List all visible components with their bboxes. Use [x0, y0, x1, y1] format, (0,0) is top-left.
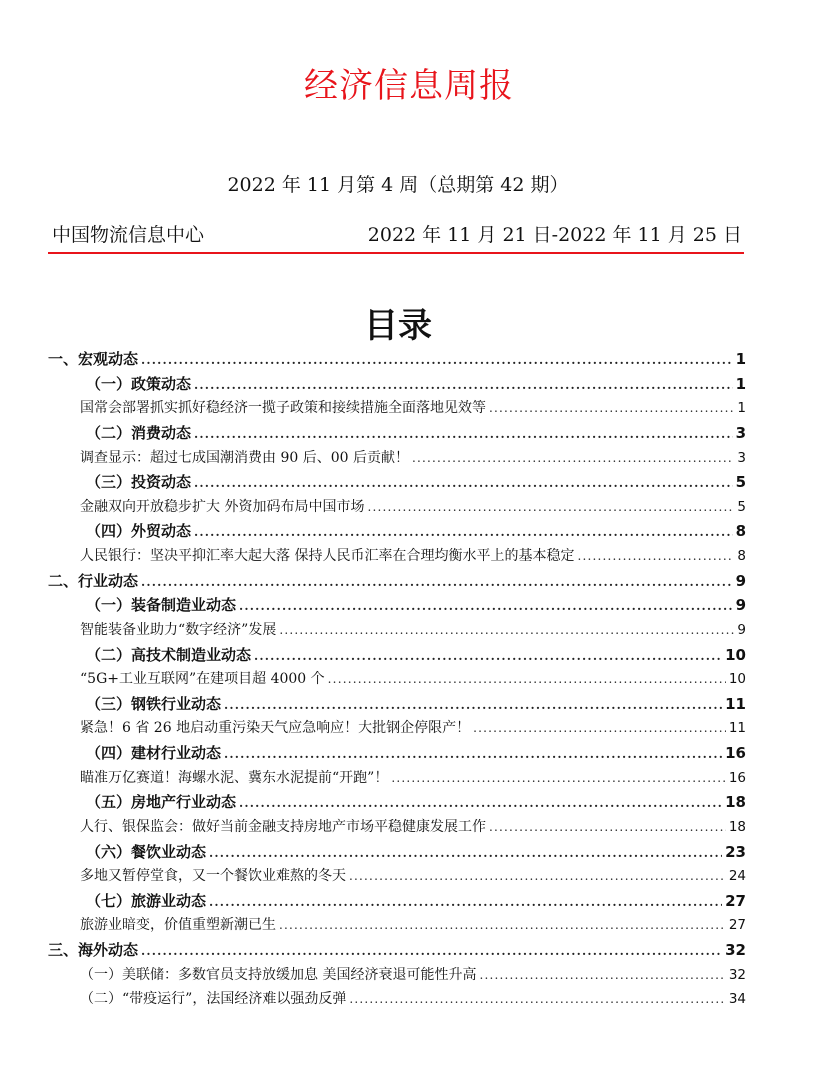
toc-entry-page: 3: [735, 423, 746, 442]
toc-entry[interactable]: [48, 421, 746, 446]
toc-entry-page: 23: [725, 842, 746, 861]
toc-entry-label: 人行、银保监会：做好当前金融支持房地产市场平稳健康发展工作: [80, 818, 486, 835]
toc-entry[interactable]: [48, 913, 746, 938]
toc-entry-label: （四）外贸动态: [86, 522, 192, 541]
dot-leader: [194, 422, 733, 446]
dot-leader: [141, 348, 733, 372]
dot-leader: [349, 864, 726, 889]
toc-entry-label: （二）“带疫运行”，法国经济难以强劲反弹: [80, 991, 347, 1008]
toc-entry-label: 金融双向开放稳步扩大 外资加码布局中国市场: [80, 498, 365, 515]
toc-entry[interactable]: [48, 470, 746, 495]
toc-entry-page: 11: [728, 720, 746, 737]
toc-entry-page: 32: [725, 941, 746, 959]
toc-entry[interactable]: [48, 372, 746, 397]
toc-entry-page: 1: [737, 400, 746, 417]
toc-entry-label: 紧急！6 省 26 地启动重污染天气应急响应！大批钢企停限产！: [80, 720, 471, 737]
toc-entry[interactable]: [48, 938, 746, 963]
dot-leader: [194, 471, 733, 495]
issue-number: 2022 年 11 月第 4 周（总期第 42 期）: [227, 174, 569, 196]
toc-entry-label: （三）投资动态: [86, 473, 192, 492]
dot-leader: [209, 841, 722, 865]
toc-entry-label: 国常会部署抓实抓好稳经济一揽子政策和接续措施全面落地见效等: [80, 400, 486, 417]
dot-leader: [279, 913, 726, 938]
toc-entry[interactable]: [48, 766, 746, 791]
toc-entry-label: （三）钢铁行业动态: [86, 694, 222, 713]
toc-entry-page: 1: [735, 374, 746, 393]
dot-leader: [224, 742, 722, 766]
toc-entry-label: 二、行业动态: [48, 571, 139, 590]
toc-entry-label: （一）政策动态: [86, 374, 192, 393]
toc-entry-page: 16: [725, 744, 746, 762]
toc-entry-label: （六）餐饮业动态: [86, 842, 207, 861]
dot-leader: [279, 618, 734, 643]
toc-entry[interactable]: [48, 741, 746, 766]
dot-leader: [349, 987, 725, 1012]
table-of-contents: [48, 347, 746, 1012]
toc-entry[interactable]: [48, 716, 746, 741]
toc-entry-label: （一）美联储：多数官员支持放缓加息 美国经济衰退可能性升高: [80, 966, 477, 983]
toc-entry-page: 27: [725, 891, 746, 910]
toc-entry-page: 1: [735, 350, 746, 368]
toc-entry-label: （五）房地产行业动态: [86, 793, 237, 812]
toc-entry[interactable]: [48, 643, 746, 668]
dot-leader: [489, 815, 726, 840]
dot-leader: [194, 520, 733, 544]
toc-entry[interactable]: [48, 495, 746, 520]
dot-leader: [391, 766, 725, 791]
toc-entry-label: 一、宏观动态: [48, 350, 139, 368]
toc-entry-page: 3: [737, 449, 746, 466]
toc-entry[interactable]: [48, 815, 746, 840]
toc-entry[interactable]: [48, 864, 746, 889]
toc-entry-page: 18: [725, 793, 746, 812]
dot-leader: [239, 594, 733, 618]
toc-entry-label: 人民银行：坚决平抑汇率大起大落 保持人民币汇率在合理均衡水平上的基本稳定: [80, 548, 575, 564]
toc-entry-page: 8: [735, 522, 746, 541]
dot-leader: [224, 693, 722, 717]
dot-leader: [239, 791, 722, 815]
toc-entry-label: 调查显示：超过七成国潮消费由 90 后、00 后贡献！: [80, 449, 409, 466]
toc-entry[interactable]: [48, 987, 746, 1012]
toc-entry[interactable]: [48, 519, 746, 544]
toc-entry-page: 9: [735, 571, 746, 590]
toc-entry-page: 24: [728, 868, 746, 885]
toc-entry-page: 32: [728, 966, 746, 983]
toc-entry[interactable]: [48, 618, 746, 643]
toc-entry-label: 三、海外动态: [48, 941, 139, 959]
dot-leader: [412, 446, 734, 471]
toc-entry-page: 10: [725, 645, 746, 664]
toc-entry[interactable]: [48, 667, 746, 692]
toc-entry-label: （七）旅游业动态: [86, 891, 207, 910]
toc-entry-label: 多地又暂停堂食，又一个餐饮业难熬的冬天: [80, 868, 346, 885]
toc-entry-page: 5: [735, 473, 746, 492]
toc-entry-page: 27: [728, 917, 746, 934]
toc-entry-page: 16: [728, 769, 746, 786]
toc-entry-label: （二）高技术制造业动态: [86, 645, 252, 664]
toc-entry-label: “5G+工业互联网”在建项目超 4000 个: [80, 671, 325, 688]
organization-name: 中国物流信息中心: [52, 224, 205, 246]
dot-leader: [194, 373, 733, 397]
toc-entry-page: 11: [725, 694, 746, 713]
toc-entry[interactable]: [48, 569, 746, 594]
toc-entry-page: 18: [728, 818, 746, 835]
dot-leader: [489, 396, 734, 421]
toc-entry[interactable]: [48, 396, 746, 421]
header-divider: [48, 252, 744, 254]
dot-leader: [141, 570, 733, 594]
toc-entry-page: 5: [737, 498, 746, 515]
toc-entry-page: 9: [735, 596, 746, 615]
toc-entry[interactable]: [48, 446, 746, 471]
toc-entry[interactable]: [48, 963, 746, 988]
toc-entry-label: 智能装备业助力“数字经济”发展: [80, 621, 277, 638]
dot-leader: [141, 939, 722, 963]
toc-entry[interactable]: [48, 593, 746, 618]
dot-leader: [328, 667, 726, 692]
dot-leader: [479, 963, 725, 988]
toc-entry-label: （二）消费动态: [86, 423, 192, 442]
dot-leader: [209, 890, 722, 914]
toc-entry-label: （四）建材行业动态: [86, 744, 222, 762]
toc-entry-page: 8: [737, 548, 746, 564]
dot-leader: [577, 544, 734, 569]
toc-entry-label: 瞄准万亿赛道！海螺水泥、冀东水泥提前“开跑”！: [80, 769, 389, 786]
toc-entry[interactable]: [48, 692, 746, 717]
toc-entry-label: 旅游业暗变，价值重塑新潮已生: [80, 917, 276, 934]
toc-heading: 目录: [364, 306, 432, 346]
toc-entry[interactable]: [48, 790, 746, 815]
date-range: 2022 年 11 月 21 日-2022 年 11 月 25 日: [367, 224, 742, 246]
toc-entry[interactable]: [48, 840, 746, 865]
toc-entry-label: （一）装备制造业动态: [86, 596, 237, 615]
toc-entry-page: 9: [737, 621, 746, 638]
toc-entry-page: 10: [728, 671, 746, 688]
toc-entry[interactable]: [48, 544, 746, 569]
dot-leader: [367, 495, 734, 520]
toc-entry[interactable]: [48, 347, 746, 372]
report-title: 经济信息周报: [304, 66, 514, 106]
dot-leader: [254, 644, 722, 668]
toc-entry[interactable]: [48, 889, 746, 914]
toc-entry-page: 34: [728, 991, 746, 1008]
dot-leader: [473, 716, 726, 741]
